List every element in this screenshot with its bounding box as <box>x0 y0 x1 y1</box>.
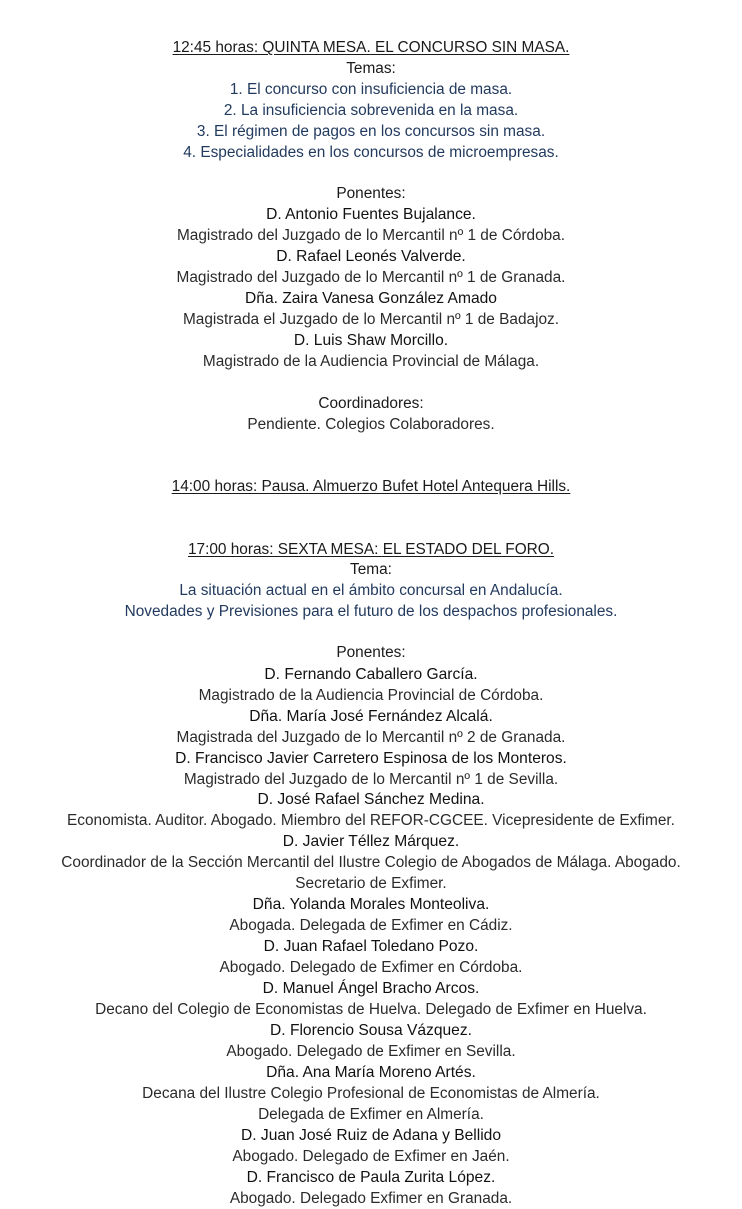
topic-item: Novedades y Previsiones para el futuro de los despachos profesionales. <box>124 603 618 620</box>
speaker-name: Dña. Ana María Moreno Artés. <box>266 1064 476 1081</box>
topics-label: Tema: <box>350 561 392 578</box>
speaker-name: D. Florencio Sousa Vázquez. <box>270 1022 472 1039</box>
speaker-name: D. Manuel Ángel Bracho Arcos. <box>262 980 480 997</box>
speaker-name: D. Javier Téllez Márquez. <box>282 833 460 850</box>
speaker-role: Magistrada el Juzgado de lo Mercantil nº 1 de Badajoz. <box>182 311 560 328</box>
topic-item: 4. Especialidades en los concursos de microempresas. <box>183 144 559 161</box>
speaker-name: D. Juan Rafael Toledano Pozo. <box>263 938 479 955</box>
speaker-name: Dña. Yolanda Morales Monteoliva. <box>252 896 490 913</box>
speaker-role: Decano del Colegio de Economistas de Huelva. Delegado de Exfimer en Huelva. <box>95 1001 647 1018</box>
speaker-role: Delegada de Exfimer en Almería. <box>258 1106 484 1123</box>
speaker-role: Magistrado del Juzgado de lo Mercantil nº 1 de Granada. <box>176 269 566 286</box>
topic-item: 3. El régimen de pagos en los concursos sin masa. <box>196 123 546 140</box>
speaker-role: Secretario de Exfimer. <box>295 875 447 892</box>
pause-heading: 14:00 horas: Pausa. Almuerzo Bufet Hotel Antequera Hills. <box>171 478 571 495</box>
topics-label: Temas: <box>346 60 396 77</box>
speakers-label: Ponentes: <box>336 185 406 202</box>
speaker-name: D. Rafael Leonés Valverde. <box>276 248 466 265</box>
speakers-label: Ponentes: <box>336 644 406 661</box>
speaker-role: Magistrado de la Audiencia Provincial de Córdoba. <box>198 687 544 704</box>
speaker-role: Magistrada del Juzgado de lo Mercantil nº 2 de Granada. <box>176 729 566 746</box>
session-heading: 17:00 horas: SEXTA MESA: EL ESTADO DEL FORO. <box>187 541 555 558</box>
speaker-role: Abogado. Delegado Exfimer en Granada. <box>229 1190 513 1207</box>
speaker-role: Decana del Ilustre Colegio Profesional de Economistas de Almería. <box>142 1085 600 1102</box>
speaker-role: Abogado. Delegado de Exfimer en Jaén. <box>232 1148 510 1165</box>
coordinators-value: Pendiente. Colegios Colaboradores. <box>247 416 495 433</box>
topic-item: 1. El concurso con insuficiencia de masa. <box>229 81 513 98</box>
speaker-role: Abogado. Delegado de Exfimer en Córdoba. <box>219 959 523 976</box>
speaker-name: Dña. Zaira Vanesa González Amado <box>245 290 497 307</box>
speaker-role: Abogada. Delegada de Exfimer en Cádiz. <box>229 917 513 934</box>
speaker-role: Economista. Auditor. Abogado. Miembro del REFOR-CGCEE. Vicepresidente de Exfimer. <box>67 812 675 829</box>
speaker-name: D. Francisco Javier Carretero Espinosa de los Monteros. <box>175 750 567 767</box>
speaker-name: D. Fernando Caballero García. <box>264 666 478 683</box>
speaker-role: Magistrado del Juzgado de lo Mercantil nº 1 de Sevilla. <box>183 771 559 788</box>
speaker-name: D. Luis Shaw Morcillo. <box>293 332 449 349</box>
speaker-name: D. José Rafael Sánchez Medina. <box>257 791 485 808</box>
speaker-role: Abogado. Delegado de Exfimer en Sevilla. <box>226 1043 516 1060</box>
topic-item: 2. La insuficiencia sobrevenida en la masa. <box>223 102 519 119</box>
speaker-role: Coordinador de la Sección Mercantil del Ilustre Colegio de Abogados de Málaga. Abogado. <box>61 854 681 871</box>
speaker-name: D. Antonio Fuentes Bujalance. <box>266 206 476 223</box>
speaker-role: Magistrado de la Audiencia Provincial de Málaga. <box>202 353 540 370</box>
topic-item: La situación actual en el ámbito concursal en Andalucía. <box>179 582 563 599</box>
coordinators-label: Coordinadores: <box>318 395 424 412</box>
speaker-role: Magistrado del Juzgado de lo Mercantil nº 1 de Córdoba. <box>176 227 566 244</box>
speaker-name: D. Francisco de Paula Zurita López. <box>246 1169 496 1186</box>
speaker-name: D. Juan José Ruiz de Adana y Bellido <box>240 1127 502 1144</box>
speaker-name: Dña. María José Fernández Alcalá. <box>249 708 493 725</box>
session-heading: 12:45 horas: QUINTA MESA. EL CONCURSO SIN MASA. <box>172 39 570 56</box>
